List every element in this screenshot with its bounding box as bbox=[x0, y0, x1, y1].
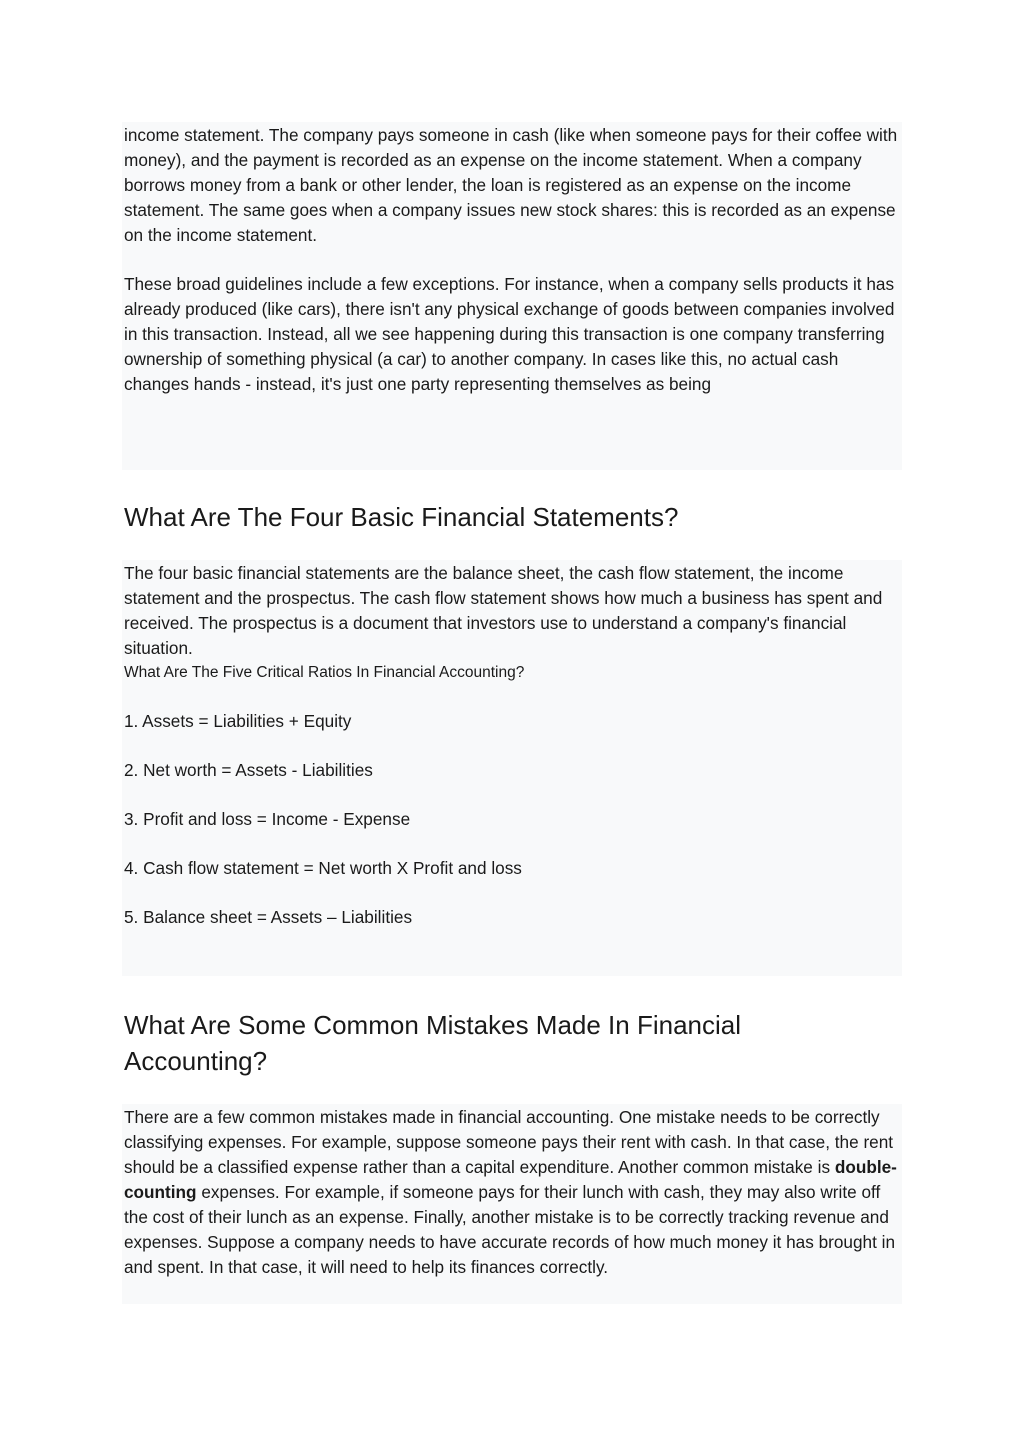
list-item: 2. Net worth = Assets - Liabilities bbox=[124, 760, 373, 780]
four-statements-paragraph: The four basic financial statements are the balance sheet, the cash flow statement, the income statement and the prospectus. The cash flow statement shows how much a business has spent and received. The prospectus is a document that investors use to understand a company's financial situation. bbox=[124, 563, 883, 658]
ratios-subheading: What Are The Five Critical Ratios In Financial Accounting? bbox=[124, 664, 525, 681]
list-item: 4. Cash flow statement = Net worth X Profit and loss bbox=[124, 858, 522, 878]
four-statements-heading: What Are The Four Basic Financial Statements? bbox=[124, 502, 679, 532]
intro-paragraph-1: income statement. The company pays someone in cash (like when someone pays for their coffee with money), and the payment is recorded as an expense on the income statement. When a company borrows money from a bank or other lender, the loan is registered as an expense on the income statement. The same goes when a company issues new stock shares: this is recorded as an expense on the income statement. bbox=[124, 125, 898, 245]
list-item: 1. Assets = Liabilities + Equity bbox=[124, 711, 352, 731]
bold-term: double-counting bbox=[124, 1157, 897, 1202]
common-mistakes-paragraph bbox=[124, 1104, 902, 1280]
ratios-list bbox=[124, 709, 902, 930]
list-item: 5. Balance sheet = Assets – Liabilities bbox=[124, 907, 413, 927]
intro-paragraph-2: These broad guidelines include a few exceptions. For instance, when a company sells products it has already produced (like cars), there isn't any physical exchange of goods between companies involved in this transaction. Instead, all we see happening during this transaction is one company transferring ownership of something physical (a car) to another company. In cases like this, no actual cash changes hands - instead, it's just one party representing themselves as being bbox=[124, 274, 895, 394]
common-mistakes-section bbox=[122, 1104, 902, 1304]
list-item: 3. Profit and loss = Income - Expense bbox=[124, 809, 411, 829]
paragraph-text: There are a few common mistakes made in financial accounting. One mistake needs to be correctly classifying expenses. For example, suppose someone pays their rent with cash. In that case, the rent should be a classified expense rather than a capital expenditure. Another common mistake is bbox=[124, 1107, 894, 1177]
common-mistakes-heading: What Are Some Common Mistakes Made In Financial Accounting? bbox=[124, 1010, 742, 1076]
paragraph-text: expenses. For example, if someone pays for their lunch with cash, they may also write off the cost of their lunch as an expense. Finally, another mistake is to be correctly tracking revenue and expenses. Suppose a company needs to have accurate records of how much money it has brought in and spent. In that case, it will need to help its finances correctly. bbox=[124, 1182, 896, 1277]
four-statements-section bbox=[122, 560, 902, 976]
intro-section bbox=[122, 122, 902, 470]
